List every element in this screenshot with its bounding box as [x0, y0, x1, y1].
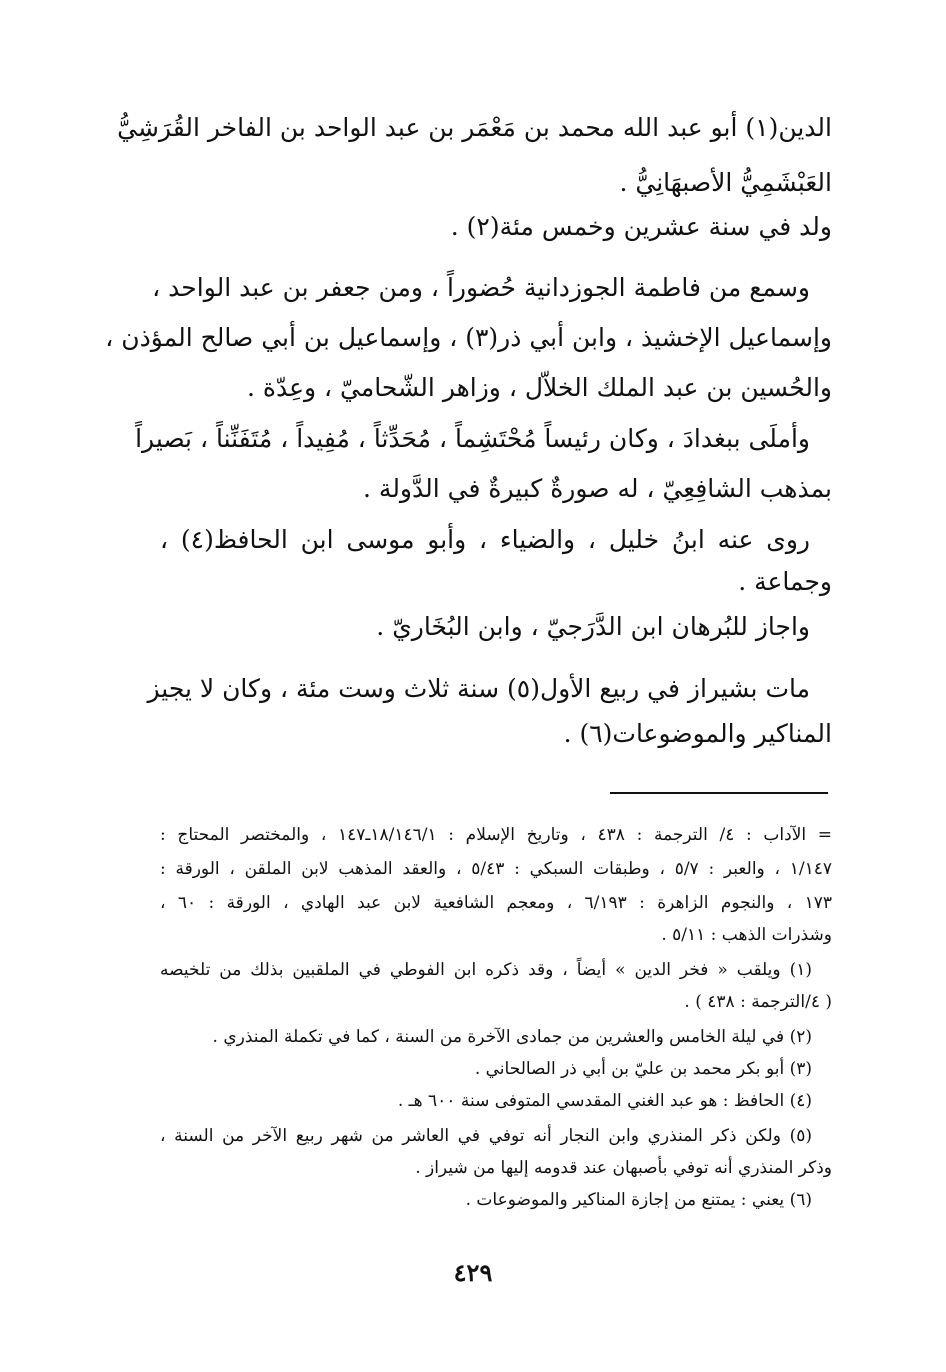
body-line-7: وأملَى ببغدادَ ، وكان رئيساً مُحْتَشِماً ، مُحَدِّثاً ، مُفِيداً ، مُتَفَنِّناً ، بَصيراً: [135, 424, 810, 453]
body-line-9: روى عنه ابنُ خليل ، والضياء ، وأبو موسى ابن الحافظ(٤) ،: [160, 525, 810, 554]
footnote-6: (٦) يعني : يمتنع من إجازة المناكير والموضوعات .: [465, 1190, 812, 1210]
body-line-6: والحُسين بن عبد الملك الخلاّل ، وزاهر الشّحاميّ ، وعِدّة .: [246, 373, 832, 402]
body-line-13: المناكير والموضوعات(٦) .: [563, 719, 832, 748]
body-line-11: واجاز للبُرهان ابن الدَّرَجيّ ، وابن البُخَاريّ .: [376, 612, 810, 641]
page-number: ٤٢٩: [453, 1258, 493, 1287]
body-line-1: الدين(١) أبو عبد الله محمد بن مَعْمَر بن عبد الواحد بن الفاخر القُرَشِيُّ: [117, 113, 832, 142]
body-line-4: وسمع من فاطمة الجوزدانية حُضوراً ، ومن جعفر بن عبد الواحد ،: [152, 273, 810, 302]
body-line-5: وإسماعيل الإخشيذ ، وابن أبي ذر(٣) ، وإسماعيل بن أبي صالح المؤذن ،: [105, 323, 832, 352]
footnote-line-1: = الآداب : ٤/ الترجمة : ٤٣٨ ، وتاريخ الإسلام : ١٨/١٤٦/١ـ١٤٧ ، والمختصر المحتاج :: [160, 825, 833, 845]
footnote-3: (٣) أبو بكر محمد بن عليّ بن أبي ذر الصالحاني .: [474, 1059, 812, 1079]
footnote-5-line-1: (٥) ولكن ذكر المنذري وابن النجار أنه توفي في العاشر من شهر ربيع الآخر من السنة ،: [160, 1126, 812, 1146]
footnote-separator: [610, 792, 828, 794]
footnote-line-4: وشذرات الذهب : ٥/١١ .: [661, 925, 832, 945]
footnote-5-line-2: وذكر المنذري أنه توفي بأصبهان عند قدومه إليها من شيراز .: [415, 1158, 832, 1178]
body-line-10: وجماعة .: [738, 567, 832, 596]
footnote-1-line-1: (١) ويلقب « فخر الدين » أيضاً ، وقد ذكره ابن الفوطي في الملقبين بذلك من تلخيصه: [160, 960, 812, 980]
body-line-8: بمذهب الشافِعِيّ ، له صورةٌ كبيرةٌ في الدَّولة .: [363, 474, 832, 503]
footnote-line-2: ١/١٤٧ ، والعبر : ٥/٧ ، وطبقات السبكي : ٥/٤٣ ، والعقد المذهب لابن الملقن ، الورقة :: [160, 859, 832, 879]
footnote-4: (٤) الحافظ : هو عبد الغني المقدسي المتوفى سنة ٦٠٠ هـ .: [397, 1091, 812, 1111]
footnote-line-3: ١٧٣ ، والنجوم الزاهرة : ٦/١٩٣ ، ومعجم الشافعية لابن عبد الهادي ، الورقة : ٦٠ ،: [160, 893, 833, 913]
footnote-1-line-2: ( ٤/الترجمة : ٤٣٨ ) .: [684, 992, 832, 1012]
body-line-2: العَبْشَمِيُّ الأصبهَانِيُّ .: [619, 168, 832, 197]
body-line-3: ولد في سنة عشرين وخمس مئة(٢) .: [450, 212, 832, 241]
body-line-12: مات بشيراز في ربيع الأول(٥) سنة ثلاث وست مئة ، وكان لا يجيز: [147, 674, 810, 703]
footnote-2: (٢) في ليلة الخامس والعشرين من جمادى الآخرة من السنة ، كما في تكملة المنذري .: [212, 1027, 812, 1047]
